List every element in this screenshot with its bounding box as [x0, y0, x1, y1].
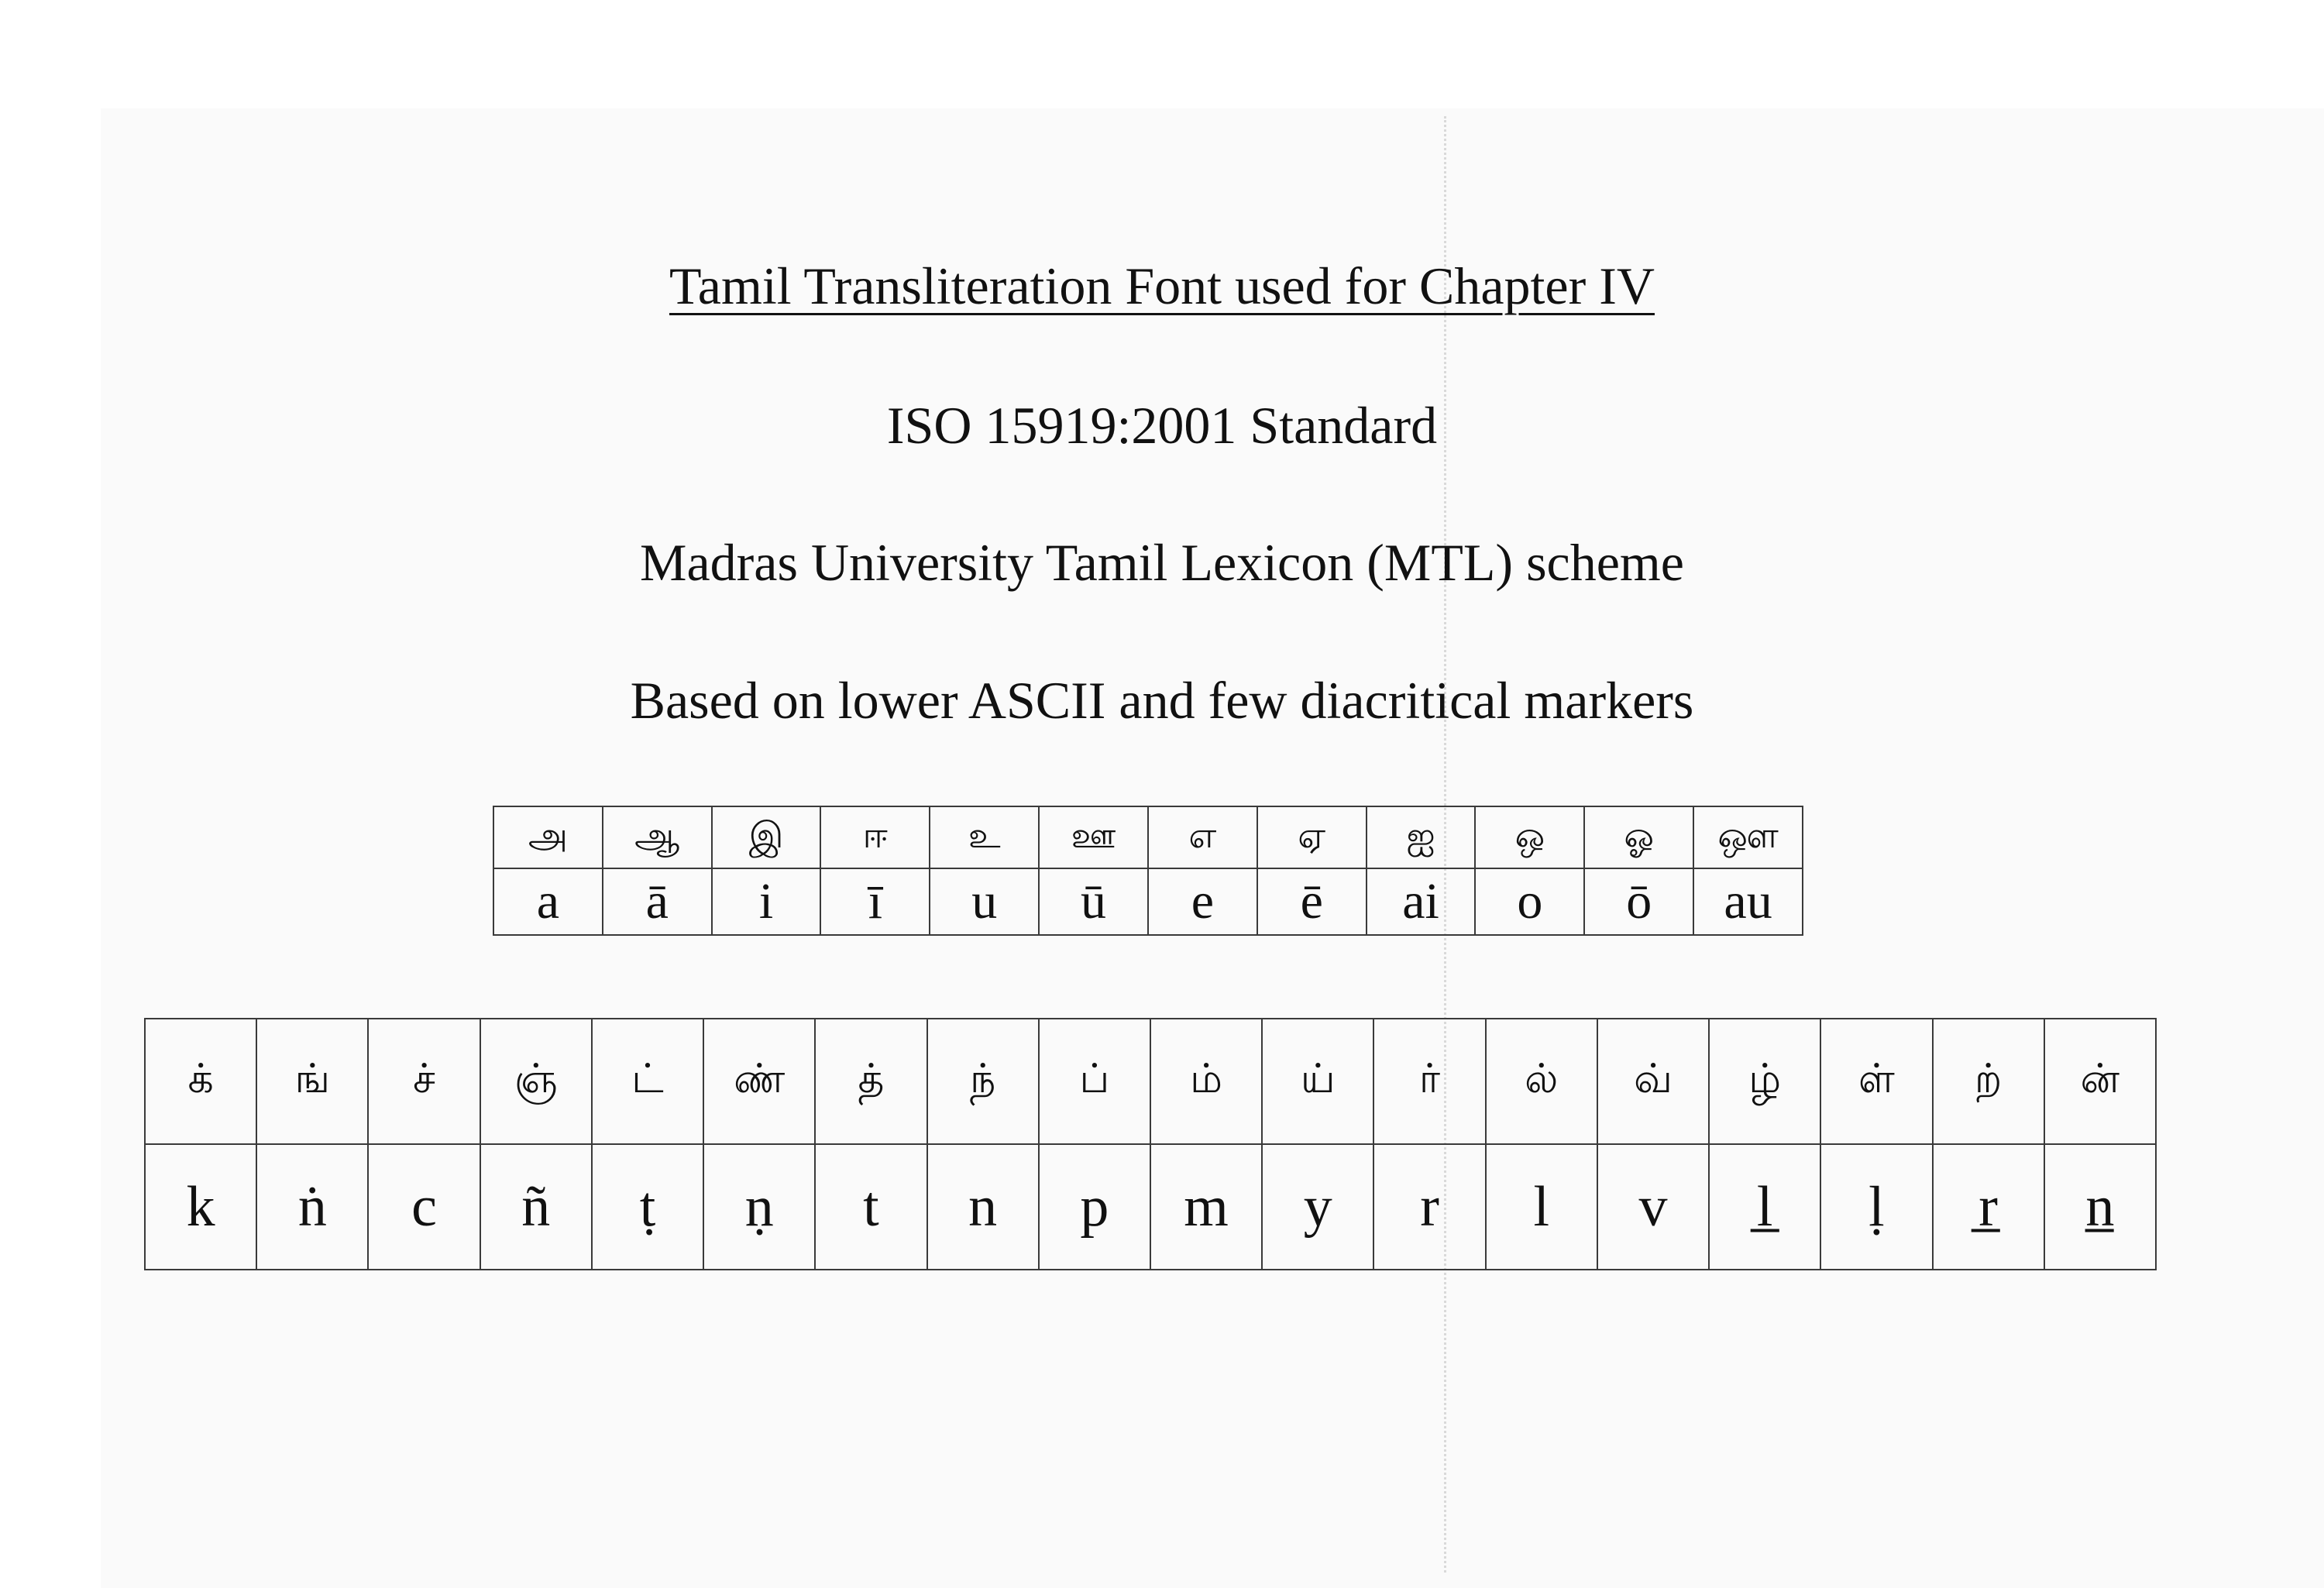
consonant-tamil-row	[145, 1019, 2156, 1144]
consonant-tamil-cell: ச்	[368, 1019, 480, 1144]
consonant-tamil-cell: ற்	[1933, 1019, 2044, 1144]
consonant-latin-cell: y	[1262, 1144, 1373, 1270]
consonant-latin-row	[145, 1144, 2156, 1270]
vowel-latin-row	[493, 868, 1803, 935]
consonant-tamil-cell: ர்	[1373, 1019, 1485, 1144]
vowel-tamil-cell: அ	[493, 806, 603, 868]
vowel-latin-cell: ō	[1584, 868, 1693, 935]
consonant-latin-cell: l	[1486, 1144, 1597, 1270]
consonant-latin-cell: n̲	[2044, 1144, 2156, 1270]
vowel-tamil-cell: ஔ	[1693, 806, 1803, 868]
consonant-latin-cell: ṅ	[256, 1144, 368, 1270]
vowel-latin-cell: u	[930, 868, 1039, 935]
consonant-latin-cell: ṇ	[703, 1144, 815, 1270]
consonant-latin-cell: n	[927, 1144, 1039, 1270]
vowel-tamil-cell: ஏ	[1257, 806, 1367, 868]
vowel-tamil-cell: இ	[712, 806, 821, 868]
consonant-tamil-cell: ங்	[256, 1019, 368, 1144]
basis-heading: Based on lower ASCII and few diacritical markers	[630, 671, 1694, 730]
consonant-latin-cell: ṭ	[592, 1144, 703, 1270]
consonant-tamil-cell: ன்	[2044, 1019, 2156, 1144]
consonant-table	[144, 1018, 2157, 1270]
consonant-latin-cell: c	[368, 1144, 480, 1270]
consonant-latin-cell: p	[1039, 1144, 1150, 1270]
consonant-tamil-cell: ஞ்	[480, 1019, 592, 1144]
consonant-latin-cell: l̲	[1709, 1144, 1820, 1270]
vowel-latin-cell: e	[1148, 868, 1257, 935]
vowel-latin-cell: ī	[820, 868, 930, 935]
consonant-tamil-cell: ட்	[592, 1019, 703, 1144]
vowel-tamil-cell: ஐ	[1367, 806, 1476, 868]
consonant-tamil-cell: ண்	[703, 1019, 815, 1144]
vowel-tamil-row	[493, 806, 1803, 868]
vowel-tamil-cell: ஆ	[603, 806, 712, 868]
consonant-latin-cell: ḷ	[1820, 1144, 1932, 1270]
vowel-latin-cell: a	[493, 868, 603, 935]
consonant-tamil-cell: ந்	[927, 1019, 1039, 1144]
standard-heading: ISO 15919:2001 Standard	[886, 396, 1438, 455]
vowel-tamil-cell: ஓ	[1584, 806, 1693, 868]
consonant-latin-cell: r̲	[1933, 1144, 2044, 1270]
consonant-latin-cell: m	[1150, 1144, 1262, 1270]
consonant-latin-cell: r	[1373, 1144, 1485, 1270]
vowel-latin-cell: ā	[603, 868, 712, 935]
consonant-latin-cell: v	[1597, 1144, 1709, 1270]
vowel-latin-cell: ē	[1257, 868, 1367, 935]
consonant-tamil-cell: ப்	[1039, 1019, 1150, 1144]
vowel-tamil-cell: ஒ	[1475, 806, 1584, 868]
vowel-tamil-cell: ஈ	[820, 806, 930, 868]
vowel-tamil-cell: ஊ	[1039, 806, 1148, 868]
vowel-latin-cell: au	[1693, 868, 1803, 935]
scheme-heading: Madras University Tamil Lexicon (MTL) scheme	[640, 533, 1684, 592]
consonant-tamil-cell: ழ்	[1709, 1019, 1820, 1144]
consonant-tamil-cell: வ்	[1597, 1019, 1709, 1144]
vowel-latin-cell: i	[712, 868, 821, 935]
vowel-latin-cell: ū	[1039, 868, 1148, 935]
page-title: Tamil Transliteration Font used for Chapter IV	[669, 256, 1655, 315]
vowel-tamil-cell: எ	[1148, 806, 1257, 868]
consonant-tamil-cell: ள்	[1820, 1019, 1932, 1144]
consonant-tamil-cell: க்	[145, 1019, 256, 1144]
consonant-latin-cell: k	[145, 1144, 256, 1270]
consonant-tamil-cell: ம்	[1150, 1019, 1262, 1144]
consonant-tamil-cell: ய்	[1262, 1019, 1373, 1144]
vowel-tamil-cell: உ	[930, 806, 1039, 868]
consonant-latin-cell: ñ	[480, 1144, 592, 1270]
consonant-latin-cell: t	[815, 1144, 927, 1270]
vowel-table	[493, 806, 1803, 936]
vowel-latin-cell: o	[1475, 868, 1584, 935]
consonant-tamil-cell: த்	[815, 1019, 927, 1144]
vowel-latin-cell: ai	[1367, 868, 1476, 935]
consonant-tamil-cell: ல்	[1486, 1019, 1597, 1144]
